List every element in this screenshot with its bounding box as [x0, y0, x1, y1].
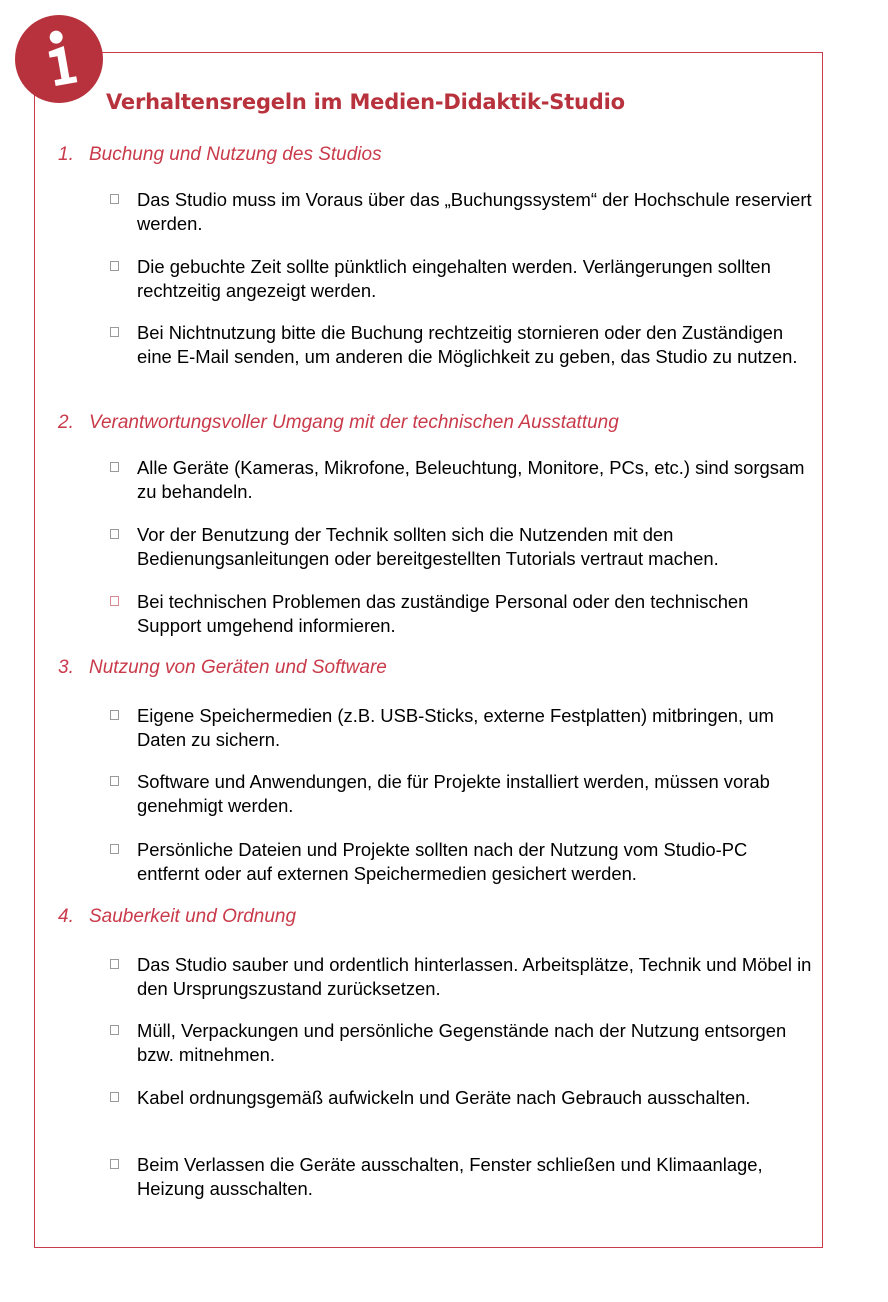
list-item-text: Beim Verlassen die Geräte ausschalten, Fenster schließen und Klimaanlage, Heizung ausschalten.	[137, 1154, 763, 1199]
section-heading	[58, 906, 296, 928]
bullet-box-icon	[110, 710, 119, 720]
section-number: 3.	[58, 657, 74, 678]
list-item-text: Kabel ordnungsgemäß aufwickeln und Geräte nach Gebrauch ausschalten.	[137, 1087, 751, 1108]
bullet-box-icon	[110, 327, 119, 337]
section-title: Verantwortungsvoller Umgang mit der technischen Ausstattung	[89, 412, 619, 433]
list-item-text: Vor der Benutzung der Technik sollten sich die Nutzenden mit den Bedienungsanleitungen oder bereitgestellten Tutorials vertraut machen.	[137, 524, 719, 569]
section-number: 1.	[58, 144, 74, 165]
list-item-text: Alle Geräte (Kameras, Mikrofone, Beleuchtung, Monitore, PCs, etc.) sind sorgsam zu behandeln.	[137, 457, 805, 502]
list-item-text: Das Studio muss im Voraus über das „Buchungssystem“ der Hochschule reserviert werden.	[137, 189, 812, 234]
bullet-box-icon	[110, 194, 119, 204]
list-item-text: Müll, Verpackungen und persönliche Gegenstände nach der Nutzung entsorgen bzw. mitnehmen.	[137, 1020, 787, 1065]
bullet-box-icon	[110, 1159, 119, 1169]
bullet-box-icon	[110, 1092, 119, 1102]
bullet-box-icon	[110, 529, 119, 539]
section-title: Nutzung von Geräten und Software	[89, 657, 387, 678]
page-title: Verhaltensregeln im Medien-Didaktik-Studio	[106, 90, 625, 114]
list-item-text: Das Studio sauber und ordentlich hinterlassen. Arbeitsplätze, Technik und Möbel in den Ursprungszustand zurücksetzen.	[137, 954, 812, 999]
section-title: Sauberkeit und Ordnung	[89, 906, 297, 927]
list-item-text: Bei Nichtnutzung bitte die Buchung rechtzeitig stornieren oder den Zuständigen eine E-Mail senden, um anderen die Möglichkeit zu geben, das Studio zu nutzen.	[137, 322, 798, 367]
section-title: Buchung und Nutzung des Studios	[89, 144, 382, 165]
section-number: 4.	[58, 906, 74, 927]
list-item-text: Bei technischen Problemen das zuständige Personal oder den technischen Support umgehend informieren.	[137, 591, 749, 636]
bullet-box-icon	[110, 596, 119, 606]
bullet-box-icon	[110, 462, 119, 472]
bullet-box-icon	[110, 261, 119, 271]
list-item-text: Software und Anwendungen, die für Projekte installiert werden, müssen vorab genehmigt werden.	[137, 771, 770, 816]
list-item-text: Eigene Speichermedien (z.B. USB-Sticks, externe Festplatten) mitbringen, um Daten zu sichern.	[137, 705, 774, 750]
list-item-text: Persönliche Dateien und Projekte sollten nach der Nutzung vom Studio-PC entfernt oder auf externen Speichermedien gesichert werden.	[137, 839, 748, 884]
section-number: 2.	[58, 412, 74, 433]
list-item-text: Die gebuchte Zeit sollte pünktlich eingehalten werden. Verlängerungen sollten rechtzeitig angezeigt werden.	[137, 256, 771, 301]
bullet-box-icon	[110, 1025, 119, 1035]
section-heading	[58, 657, 387, 679]
bullet-box-icon	[110, 959, 119, 969]
bullet-box-icon	[110, 844, 119, 854]
section-heading	[58, 412, 619, 434]
section-heading	[58, 144, 382, 166]
info-icon	[15, 15, 103, 103]
bullet-box-icon	[110, 776, 119, 786]
